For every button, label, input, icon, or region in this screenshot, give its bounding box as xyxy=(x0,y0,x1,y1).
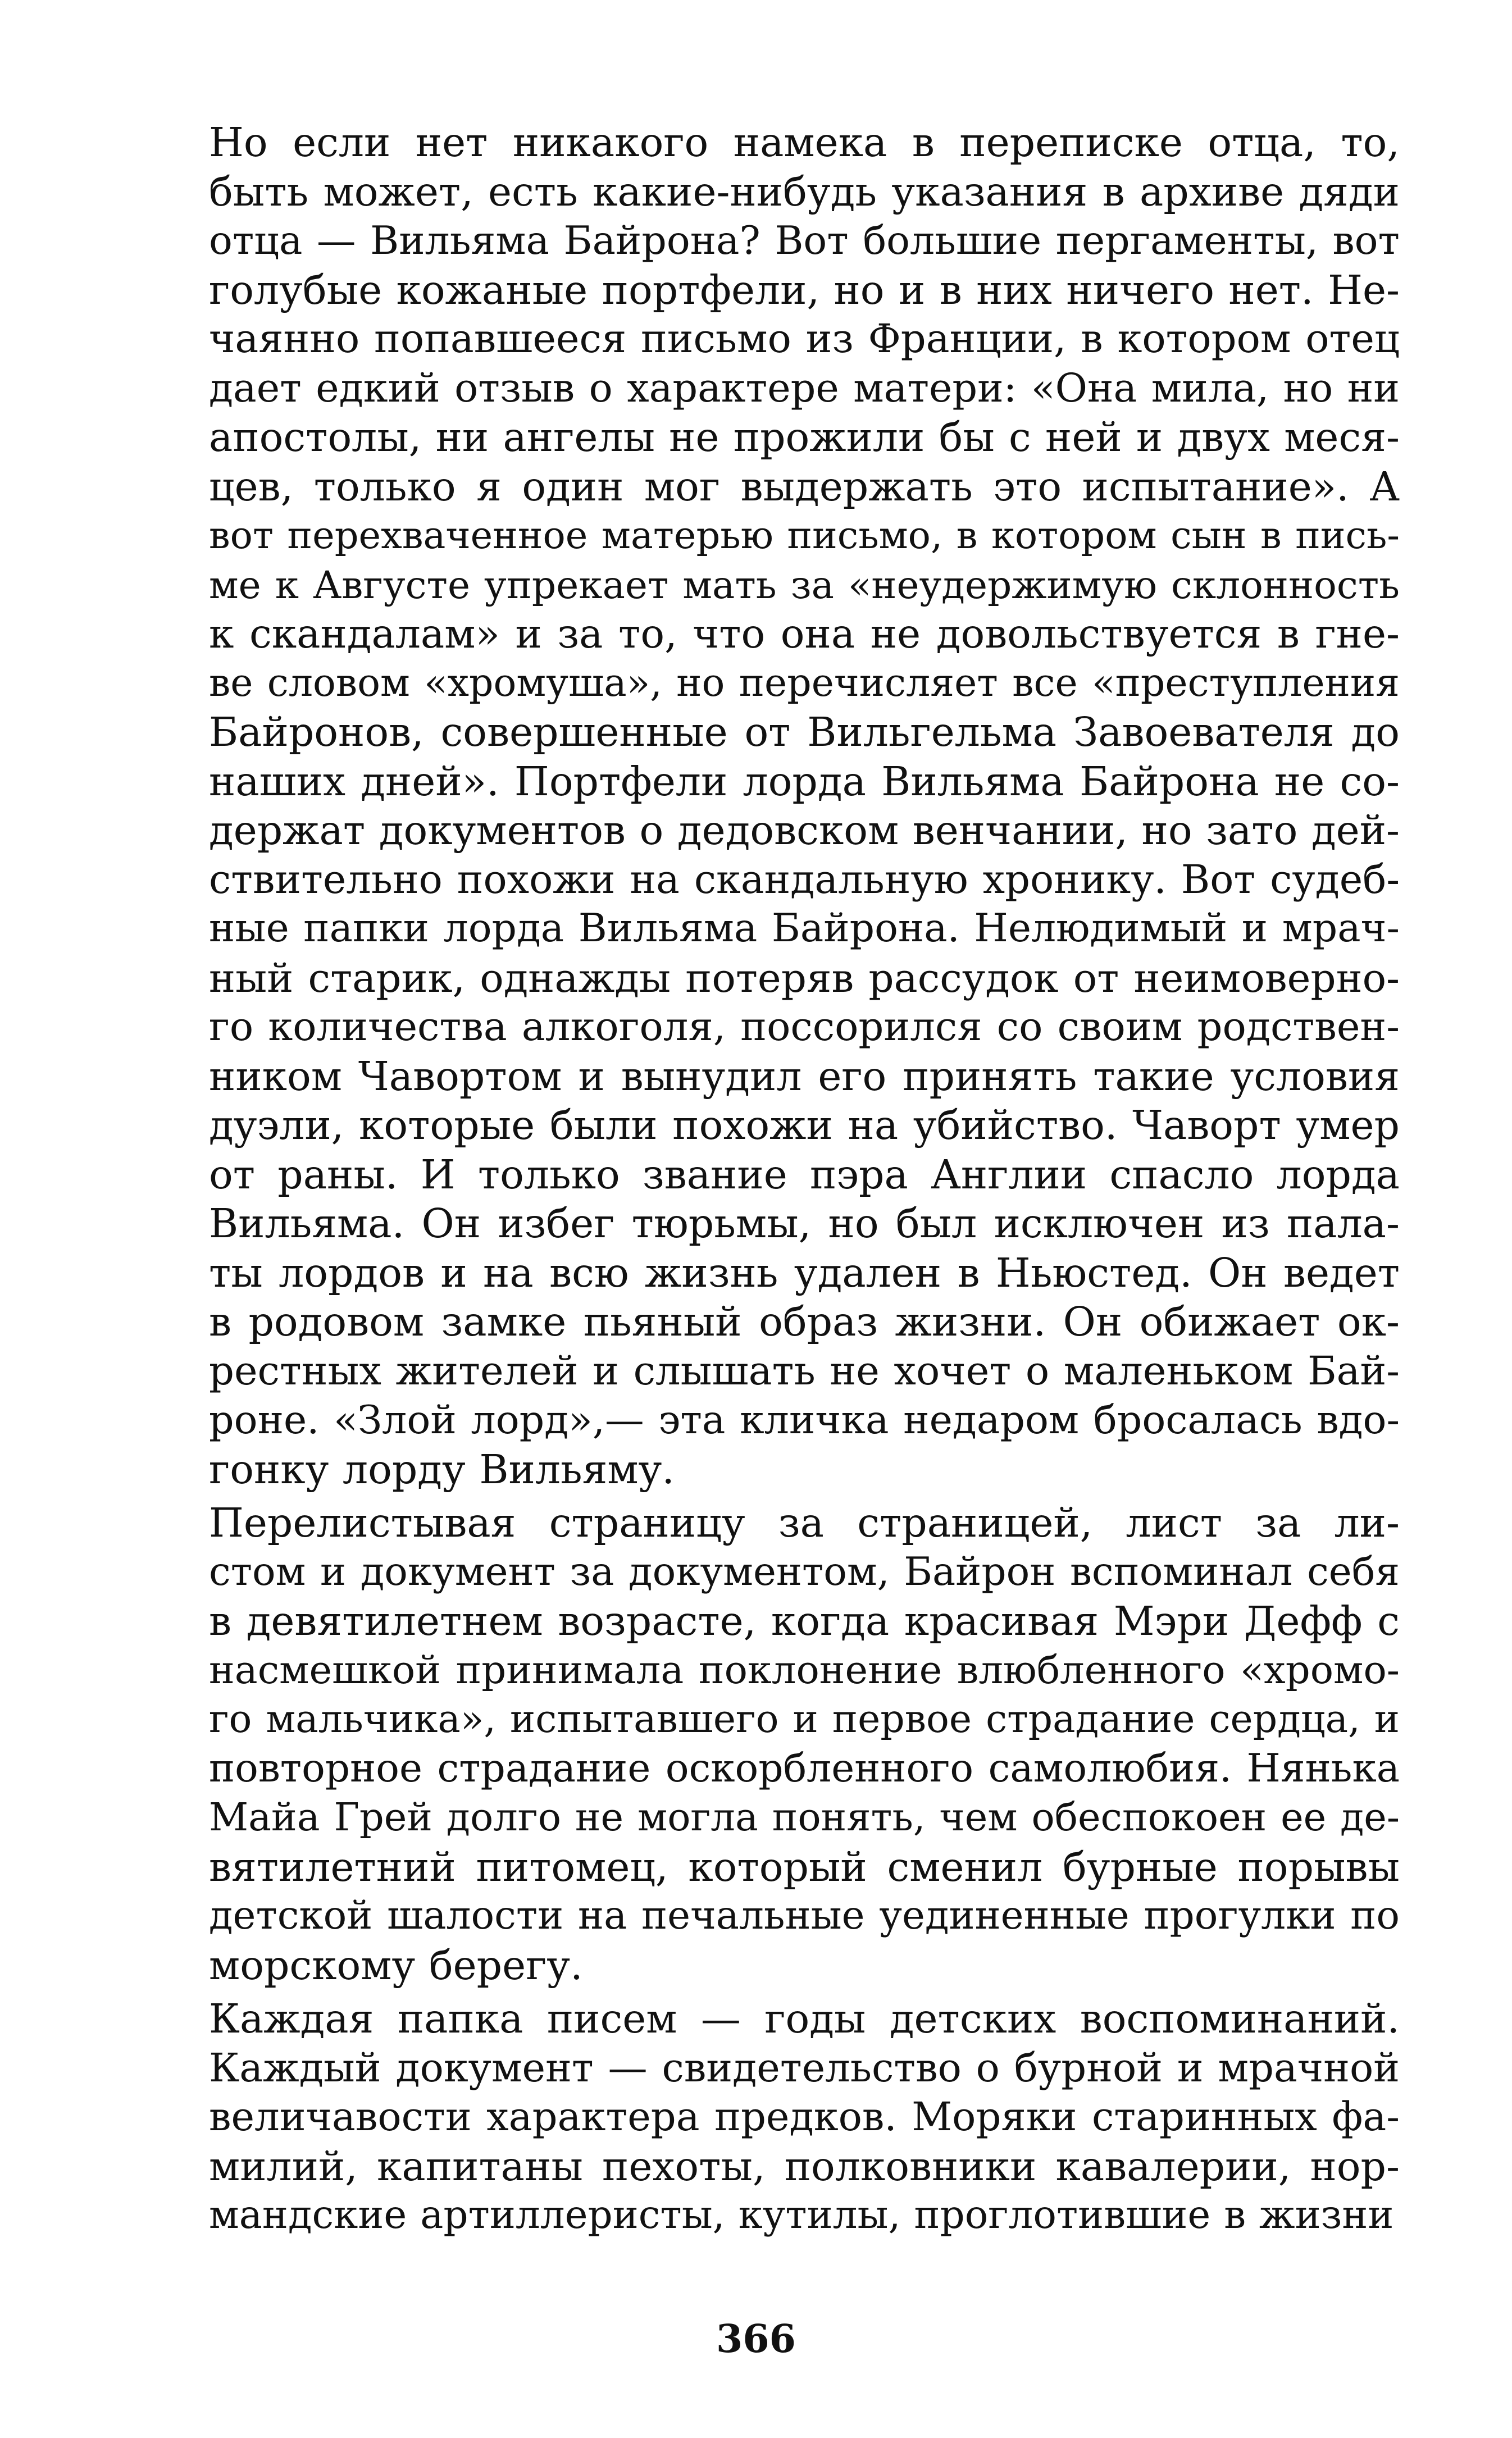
text-line: детской шалости на печальные уединенные прогулки по xyxy=(209,1893,1400,1938)
text-line: быть может, есть какие-нибудь указания в архиве дяди xyxy=(209,168,1400,215)
text-line: ные папки лорда Вильяма Байрона. Нелюдимый и мрач- xyxy=(209,906,1400,951)
text-line: ствительно похожи на скандальную хронику. Вот судеб- xyxy=(209,856,1400,903)
text-line: вятилетний питомец, который сменил бурные порывы xyxy=(209,1843,1400,1890)
text-line: ты лордов и на всю жизнь удален в Ньюстед. Он ведет xyxy=(209,1249,1400,1296)
text-line: Но если нет никакого намека в переписке отца, то, xyxy=(209,119,1400,166)
text-line: Каждый документ — свидетельство о бурной и мрачной xyxy=(209,2044,1400,2091)
text-line: в родовом замке пьяный образ жизни. Он обижает ок- xyxy=(209,1298,1400,1345)
text-line: апостолы, ни ангелы не прожили бы с ней и двух меся- xyxy=(209,414,1400,461)
text-line: роне. «Злой лорд»,— эта кличка недаром бросалась вдо- xyxy=(209,1397,1400,1443)
text-line: го количества алкоголя, поссорился со своим родствен- xyxy=(209,1004,1400,1050)
text-line: гонку лорду Вильяму. xyxy=(209,1446,675,1493)
text-line: Перелистывая страницу за страницей, лист за ли- xyxy=(209,1500,1400,1546)
body-text xyxy=(209,118,1400,2240)
text-line: к скандалам» и за то, что она не довольствуется в гне- xyxy=(209,610,1400,657)
page-number: 366 xyxy=(716,2317,796,2362)
text-line: голубые кожаные портфели, но и в них ничего нет. Не- xyxy=(209,266,1400,313)
text-line: рестных жителей и слышать не хочет о маленьком Бай- xyxy=(209,1347,1400,1394)
text-line: морскому берегу. xyxy=(209,1942,583,1989)
text-line: Майа Грей долго не могла понять, чем обеспокоен ее де- xyxy=(209,1795,1400,1840)
text-line: вот перехваченное матерью письмо, в котором сын в пись- xyxy=(209,513,1400,557)
text-line: стом и документ за документом, Байрон вспоминал себя xyxy=(209,1549,1400,1594)
text-line: Каждая папка писем — годы детских воспоминаний. xyxy=(209,1995,1400,2042)
text-line: Вильяма. Он избег тюрьмы, но был исключен из пала- xyxy=(209,1200,1400,1247)
text-line: от раны. И только звание пэра Англии спасло лорда xyxy=(209,1151,1400,1198)
text-line: мандские артиллеристы, кутилы, проглотившие в жизни xyxy=(209,2193,1394,2238)
paragraph xyxy=(209,1498,1400,1990)
text-line: повторное страдание оскорбленного самолюбия. Нянька xyxy=(209,1746,1400,1791)
text-line: цев, только я один мог выдержать это испытание». А xyxy=(209,463,1400,510)
text-line: ником Чавортом и вынудил его принять такие условия xyxy=(209,1052,1400,1100)
text-line: Байронов, совершенные от Вильгельма Завоевателя до xyxy=(209,709,1400,755)
text-line: наших дней». Портфели лорда Вильяма Байрона не со- xyxy=(209,758,1400,805)
text-line: ме к Августе упрекает мать за «неудержимую склонность xyxy=(209,562,1400,607)
paragraph xyxy=(209,1994,1400,2240)
text-line: отца — Вильяма Байрона? Вот большие пергаменты, вот xyxy=(209,218,1400,263)
text-line: дает едкий отзыв о характере матери: «Она мила, но ни xyxy=(209,365,1400,411)
text-line: держат документов о дедовском венчании, но зато дей- xyxy=(209,807,1400,854)
text-line: дуэли, которые были похожи на убийство. Чаворт умер xyxy=(209,1102,1400,1149)
text-line: в девятилетнем возрасте, когда красивая Мэри Дефф с xyxy=(209,1598,1400,1644)
text-line: величавости характера предков. Моряки старинных фа- xyxy=(209,2094,1400,2140)
text-line: чаянно попавшееся письмо из Франции, в котором отец xyxy=(209,316,1400,362)
text-line: насмешкой принимала поклонение влюбленного «хромо- xyxy=(209,1647,1400,1693)
text-line: го мальчика», испытавшего и первое страдание сердца, и xyxy=(209,1697,1400,1742)
paragraph xyxy=(209,118,1400,1494)
text-line: ный старик, однажды потеряв рассудок от неимоверно- xyxy=(209,954,1400,1001)
text-line: ве словом «хромуша», но перечисляет все «преступления xyxy=(209,660,1400,705)
text-line: милий, капитаны пехоты, полковники кавалерии, нор- xyxy=(209,2143,1400,2190)
